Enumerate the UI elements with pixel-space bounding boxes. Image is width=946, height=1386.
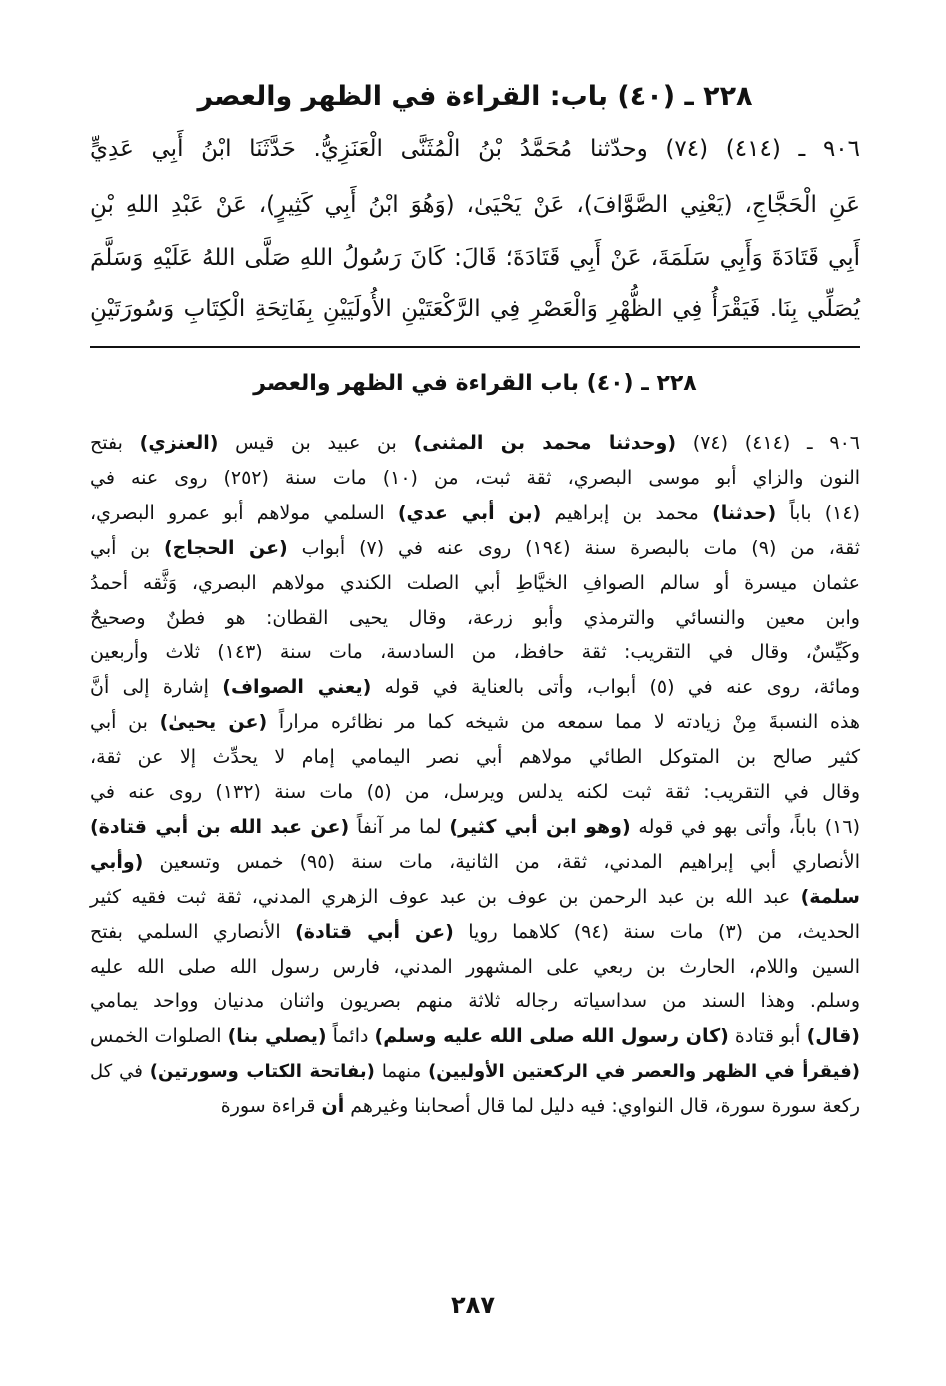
commentary-line	[90, 636, 860, 669]
commentary-text: بن أبي	[90, 711, 160, 734]
commentary-line	[90, 567, 860, 600]
commentary-bold-quote: (العنزي)	[139, 432, 219, 454]
commentary-bold-quote: (كان رسول الله صلى الله عليه وسلم)	[374, 1025, 729, 1048]
commentary-text: (١٤) باباً	[776, 501, 860, 524]
commentary-text: وكَيِّسٌ، وقال في التقريب: ثقة حافظ، من السادسة، مات سنة (١٤٣) ثلاث وأربعين	[90, 641, 860, 664]
hadith-line: ٩٠٦ ـ (٤١٤) (٧٤) وحدّثنا مُحَمَّدُ بْنُ الْمُثَنَّى الْعَنَزِيُّ. حَدَّثَنَا ابْنُ أَبِي عَدِيٍّ	[90, 136, 860, 162]
commentary-text: إشارة إلى أنَّ	[90, 676, 223, 699]
commentary-bold-quote: (عن يحيىٰ)	[159, 711, 268, 734]
commentary-bold-quote: (يصلي بنا)	[227, 1025, 327, 1048]
commentary-text: السلمي مولاهم أبو عمرو البصري،	[90, 501, 398, 524]
commentary-text: قراءة سورة	[220, 1095, 322, 1118]
commentary-text: أبو قتادة	[728, 1025, 807, 1048]
commentary-bold-quote: (حدثنا)	[712, 501, 777, 524]
commentary-line	[90, 741, 860, 774]
commentary-line	[90, 1055, 860, 1088]
commentary-text: بن عبيد بن قيس	[218, 432, 414, 454]
commentary-text: ٩٠٦ ـ (٤١٤) (٧٤)	[676, 432, 861, 454]
commentary-text: عثمان ميسرة أو سالم الصوافِ الخيَّاطِ أبي الصلت الكندي مولاهم البصري، وَثَّقه أحمدُ	[90, 571, 860, 594]
page-number: ٢٨٧	[451, 1291, 495, 1319]
commentary-text: ثقة، من (٩) مات بالبصرة سنة (١٩٤) روى عنه في (٧) أبواب	[287, 536, 861, 559]
commentary-text: السين واللام، الحارث بن ربعي على المشهور المدني، فارس رسول الله صلى الله عليه	[90, 955, 860, 978]
commentary-text: الحديث، من (٣) مات سنة (٩٤) كلاهما رويا	[453, 920, 860, 943]
commentary-text: بن أبي	[90, 536, 164, 559]
commentary-line	[90, 706, 860, 739]
commentary-bold-quote: أن	[321, 1095, 345, 1118]
commentary-text: منهما	[374, 1061, 429, 1083]
commentary-bold-quote: (عن أبي قتادة)	[295, 920, 454, 943]
commentary-bold-quote: (يعني الصواف)	[222, 676, 372, 699]
commentary-bold-quote: (بفاتحة الكتاب وسورتين)	[149, 1061, 375, 1083]
commentary-text: النون والزاي أبو موسى البصري، ثقة ثبت، من (١٠) مات سنة (٢٥٢) روى عنه في	[90, 466, 861, 489]
commentary-line	[90, 776, 860, 809]
commentary-text: لما مر آنفاً	[349, 815, 450, 838]
commentary-line	[90, 811, 860, 844]
commentary-line	[90, 462, 860, 495]
hadith-line: عَنِ الْحَجَّاجِ، (يَعْنِي الصَّوَّافَ)، عَنْ يَحْيَىٰ، (وَهُوَ ابْنُ أَبِي كَثِيرٍ)، عَنْ عَبْدِ اللهِ بْنِ	[90, 192, 860, 218]
commentary-line	[90, 846, 860, 879]
commentary-line	[90, 881, 860, 914]
commentary-text: وسلم. وهذا السند من سداسياته رجاله ثلاثة منهم بصريون واثنان مدنيان وواحد يمامي	[90, 990, 860, 1013]
commentary-text: الصلوات الخمس	[90, 1025, 228, 1048]
commentary-text: عبد الله بن عبد الرحمن بن عوف بن عبد عوف الزهري المدني، ثقة ثبت فقيه كثير	[90, 885, 801, 908]
commentary-text: كثير صالح بن المتوكل الطائي مولاهم أبي نصر اليمامي إمام لا يحدِّث إلا عن ثقة،	[90, 746, 860, 769]
commentary-bold-quote: سلمة)	[800, 885, 860, 908]
commentary-text: في كل	[90, 1061, 150, 1083]
commentary-line	[90, 916, 860, 949]
commentary-bold-quote: (فيقرأ في الظهر والعصر في الركعتين الأوليين)	[428, 1061, 860, 1083]
commentary-text: ومائة، روى عنه في (٥) أبواب، وأتى بالعناية في قوله	[371, 676, 861, 699]
commentary-bold-quote: (وهو ابن أبي كثير)	[449, 815, 631, 838]
commentary-bold-quote: (عن عبد الله بن أبي قتادة)	[90, 815, 350, 838]
commentary-text: (١٦) باباً، وأتى بهو في قوله	[630, 815, 860, 838]
commentary-text: وقال في التقريب: ثقة ثبت لكنه يدلس ويرسل، من (٥) مات سنة (١٣٢) روى عنه في	[90, 781, 860, 803]
commentary-line	[90, 427, 860, 460]
commentary-text: ركعة سورة سورة، قال النواوي: فيه دليل لما قال أصحابنا وغيرهم	[344, 1095, 860, 1118]
commentary-bold-quote: (قال)	[806, 1025, 860, 1048]
commentary-line	[90, 671, 860, 704]
commentary-bold-quote: (عن الحجاج)	[163, 536, 288, 559]
hadith-line: أَبِي قَتَادَةَ وَأَبِي سَلَمَةَ، عَنْ أَبِي قَتَادَةَ؛ قَالَ: كَانَ رَسُولُ اللهِ صَلَّى اللهُ عَلَيْهِ وَسَلَّمَ	[90, 245, 860, 271]
commentary-text: الأنصاري أبي إبراهيم المدني، ثقة، من الثانية، مات سنة (٩٥) خمس وتسعين	[143, 850, 860, 873]
commentary-text: الأنصاري السلمي بفتح	[90, 920, 296, 943]
commentary-text: هذه النسبةَ مِنْ زيادته لا مما سمعه من شيخه كما مر نظائره مراراً	[267, 711, 860, 734]
commentary-bold-quote: (بن أبي عدي)	[397, 501, 542, 524]
hadith-line: يُصَلِّي بِنَا. فَيَقْرَأُ فِي الظُّهْرِ وَالْعَصْرِ فِي الرَّكْعَتَيْنِ الأُولَيَيْنِ بِفَاتِحَةِ الْكِتَابِ وَسُورَتَيْنِ	[90, 296, 860, 322]
commentary-line	[90, 1090, 860, 1123]
chapter-heading: ٢٢٨ ـ (٤٠) باب: القراءة في الظهر والعصر	[197, 81, 753, 112]
commentary-text: دائماً	[326, 1025, 375, 1048]
commentary-line	[90, 497, 860, 530]
commentary-bold-quote: (وحدثنا محمد بن المثنى)	[413, 432, 677, 454]
commentary-text: بفتح	[90, 432, 140, 454]
commentary-heading: ٢٢٨ ـ (٤٠) باب القراءة في الظهر والعصر	[253, 371, 697, 396]
commentary-line	[90, 1020, 860, 1053]
section-divider	[90, 346, 860, 348]
commentary-line	[90, 602, 860, 635]
commentary-text: وابن معين والنسائي والترمذي وأبو زرعة، وقال يحيى القطان: هو فطنٌ وصحيحٌ	[90, 606, 860, 629]
commentary-line	[90, 951, 860, 984]
commentary-bold-quote: (وأبي	[90, 850, 144, 873]
commentary-line	[90, 532, 860, 565]
commentary-line	[90, 985, 860, 1018]
commentary-text: محمد بن إبراهيم	[541, 501, 713, 524]
